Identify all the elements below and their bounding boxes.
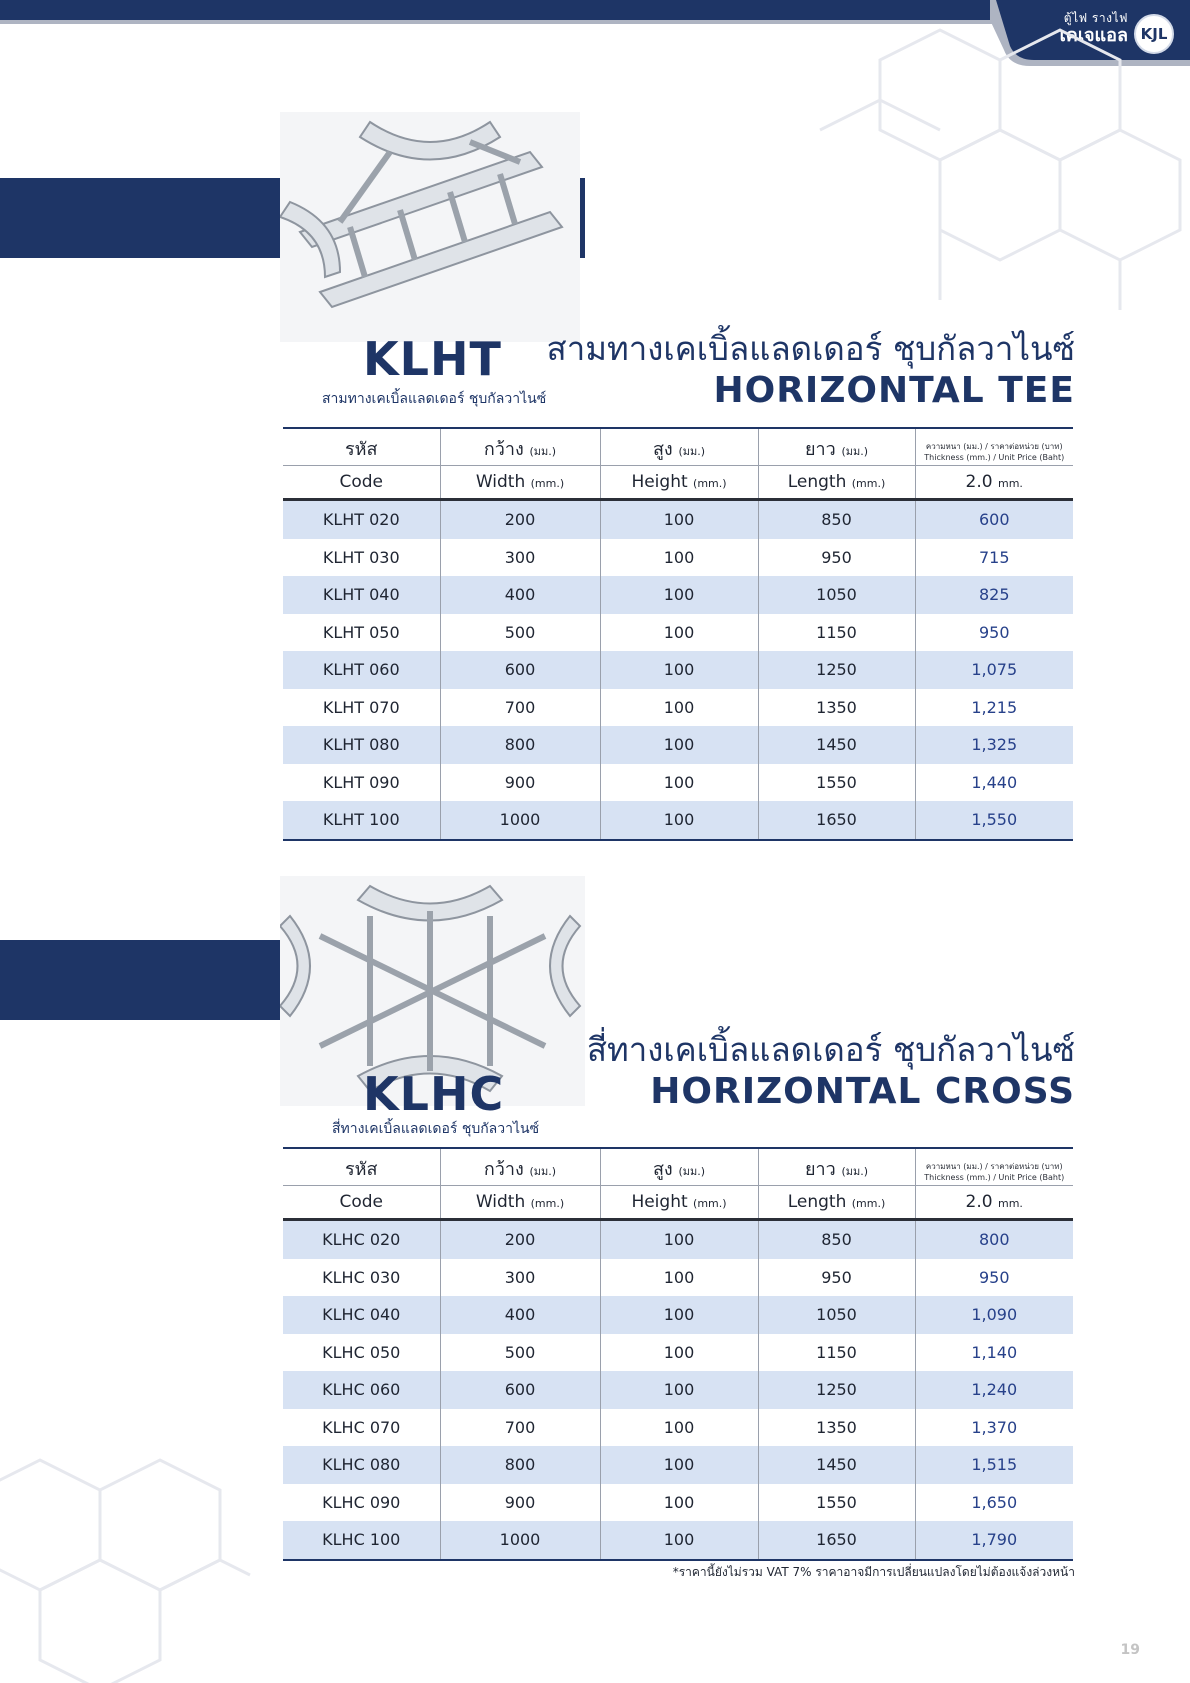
cell-length: 1650 (758, 801, 915, 840)
cell-height: 100 (600, 1371, 758, 1409)
cell-price: 1,790 (915, 1521, 1073, 1560)
cell-length: 1050 (758, 1296, 915, 1334)
cell-width: 400 (440, 576, 600, 614)
cell-width: 700 (440, 689, 600, 727)
cell-length: 850 (758, 1220, 915, 1259)
cell-width: 700 (440, 1409, 600, 1447)
cell-price: 825 (915, 576, 1073, 614)
header-height: Height (mm.) (600, 1186, 758, 1220)
table-header-row-english (283, 466, 1073, 500)
cell-price: 1,550 (915, 801, 1073, 840)
header-thickness: 2.0 mm. (915, 466, 1073, 500)
cell-code: KLHC 060 (283, 1371, 440, 1409)
cell-height: 100 (600, 1259, 758, 1297)
cell-price: 1,440 (971, 772, 1018, 792)
logo-tagline: ตู้ไฟ รางไฟ (1063, 11, 1128, 25)
table-row (283, 1446, 1073, 1484)
header-height-thai: สูง (มม.) (600, 428, 758, 466)
cell-price: 715 (978, 547, 1010, 567)
header-code-thai: รหัส (283, 428, 440, 466)
cell-length: 1150 (758, 614, 915, 652)
cell-height: 100 (600, 1334, 758, 1372)
header-length-thai: ยาว (มม.) (758, 1148, 915, 1186)
header-width: Width (mm.) (440, 1186, 600, 1220)
cell-price: 1,650 (971, 1492, 1018, 1512)
product-title-thai: สามทางเคเบิ้ลแลดเดอร์ ชุบกัลวาไนซ์ (546, 329, 1075, 368)
cell-length: 1650 (758, 1521, 915, 1560)
table-row (283, 1296, 1073, 1334)
table-header-row-english (283, 1186, 1073, 1220)
cell-price: 1,215 (971, 697, 1018, 717)
product-title-english: HORIZONTAL TEE (713, 370, 1075, 411)
header-length: Length (mm.) (758, 466, 915, 500)
price-table (283, 1147, 1073, 1561)
cell-width: 200 (440, 500, 600, 539)
cell-code: KLHT 090 (283, 764, 440, 802)
table-row (283, 539, 1073, 577)
cell-width: 800 (440, 1446, 600, 1484)
cell-code: KLHC 030 (283, 1259, 440, 1297)
cell-height: 100 (600, 689, 758, 727)
cell-height: 100 (600, 1446, 758, 1484)
header-price-thai: ความหนา (มม.) / ราคาต่อหน่วย (บาท) Thickness (mm.) / Unit Price (Baht) (915, 428, 1073, 466)
cell-code: KLHT 070 (283, 689, 440, 727)
table-body (283, 1220, 1073, 1560)
cell-width: 300 (440, 539, 600, 577)
cell-height: 100 (600, 1296, 758, 1334)
cell-width: 300 (440, 1259, 600, 1297)
cell-height: 100 (600, 1409, 758, 1447)
cell-length: 950 (758, 1259, 915, 1297)
cell-price: 1,075 (915, 651, 1073, 689)
cell-width: 800 (440, 726, 600, 764)
table-row (283, 1334, 1073, 1372)
table-row (283, 1259, 1073, 1297)
hexagon-pattern-decoration (800, 20, 1190, 320)
table-row (283, 689, 1073, 727)
cell-length: 1250 (758, 1371, 915, 1409)
product-subtitle: สามทางเคเบิ้ลแลดเดอร์ ชุบกัลวาไนซ์ (322, 391, 547, 407)
cell-height: 100 (600, 500, 758, 539)
cell-length: 1550 (758, 764, 915, 802)
kjl-logo-icon: KJL (1134, 14, 1174, 54)
cell-width: 400 (440, 1296, 600, 1334)
product-subtitle: สี่ทางเคเบิ้ลแลดเดอร์ ชุบกัลวาไนซ์ (332, 1121, 540, 1137)
cell-price: 1,140 (971, 1342, 1018, 1362)
table-row (283, 614, 1073, 652)
cell-length: 1250 (758, 651, 915, 689)
cell-code: KLHT 020 (283, 500, 440, 539)
table-header-row-thai (283, 1148, 1073, 1186)
table-row (283, 1409, 1073, 1447)
table-body (283, 500, 1073, 840)
cell-price: 1,090 (915, 1296, 1073, 1334)
cell-code: KLHC 040 (283, 1296, 440, 1334)
cell-height: 100 (600, 614, 758, 652)
header-width-thai: กว้าง (มม.) (440, 1148, 600, 1186)
header-height-thai: สูง (มม.) (600, 1148, 758, 1186)
cell-price: 1,370 (971, 1417, 1018, 1437)
cell-price: 1,325 (915, 726, 1073, 764)
cell-height: 100 (600, 539, 758, 577)
header-price-thai: ความหนา (มม.) / ราคาต่อหน่วย (บาท) Thickness (mm.) / Unit Price (Baht) (915, 1148, 1073, 1186)
cell-price: 950 (978, 622, 1010, 642)
logo-brand-name: เคเจแอล (1059, 25, 1128, 46)
cell-code: KLHC 090 (283, 1484, 440, 1522)
cell-price: 800 (915, 1220, 1073, 1259)
cell-length: 1450 (758, 1446, 915, 1484)
cell-price: 600 (915, 500, 1073, 539)
cell-height: 100 (600, 1220, 758, 1259)
table-row (283, 764, 1073, 802)
cell-height: 100 (600, 576, 758, 614)
cell-length: 1350 (758, 689, 915, 727)
product-code-heading: KLHT (363, 332, 502, 386)
page-number: 19 (1120, 1642, 1140, 1658)
product-title-thai: สี่ทางเคเบิ้ลแลดเดอร์ ชุบกัลวาไนซ์ (586, 1030, 1075, 1069)
cell-width: 1000 (440, 1521, 600, 1560)
cell-width: 900 (440, 1484, 600, 1522)
hexagon-pattern-decoration-bottom (0, 1430, 260, 1683)
cell-price: 1,240 (915, 1371, 1073, 1409)
header-length-thai: ยาว (มม.) (758, 428, 915, 466)
cell-code: KLHC 100 (283, 1521, 440, 1560)
vat-footnote: *ราคานี้ยังไม่รวม VAT 7% ราคาอาจมีการเปลี่ยนแปลงโดยไม่ต้องแจ้งล่วงหน้า (672, 1565, 1075, 1579)
cell-length: 1350 (758, 1409, 915, 1447)
header-length: Length (mm.) (758, 1186, 915, 1220)
horizontal-tee-product-image (280, 112, 580, 342)
price-table (283, 427, 1073, 841)
header-code: Code (283, 1186, 440, 1220)
cell-height: 100 (600, 651, 758, 689)
cell-length: 1150 (758, 1334, 915, 1372)
table-row (283, 1371, 1073, 1409)
table-header-row-thai (283, 428, 1073, 466)
cell-width: 900 (440, 764, 600, 802)
table-row (283, 726, 1073, 764)
cell-code: KLHT 080 (283, 726, 440, 764)
cell-height: 100 (600, 1484, 758, 1522)
cell-code: KLHC 070 (283, 1409, 440, 1447)
header-height: Height (mm.) (600, 466, 758, 500)
cell-width: 200 (440, 1220, 600, 1259)
cell-height: 100 (600, 726, 758, 764)
cell-length: 1050 (758, 576, 915, 614)
table-row (283, 576, 1073, 614)
cell-price: 1,515 (915, 1446, 1073, 1484)
cell-length: 1550 (758, 1484, 915, 1522)
cell-code: KLHT 040 (283, 576, 440, 614)
header-code: Code (283, 466, 440, 500)
table-row (283, 801, 1073, 840)
product-title-english: HORIZONTAL CROSS (650, 1071, 1075, 1112)
header-width-thai: กว้าง (มม.) (440, 428, 600, 466)
cell-code: KLHC 020 (283, 1220, 440, 1259)
product-code-heading: KLHC (363, 1067, 505, 1121)
table-row (283, 500, 1073, 539)
cell-length: 1450 (758, 726, 915, 764)
cell-price: 950 (978, 1267, 1010, 1287)
table-row (283, 1521, 1073, 1560)
cell-width: 600 (440, 651, 600, 689)
cell-width: 600 (440, 1371, 600, 1409)
cell-height: 100 (600, 801, 758, 840)
table-row (283, 651, 1073, 689)
cell-code: KLHT 030 (283, 539, 440, 577)
table-row (283, 1484, 1073, 1522)
table-row (283, 1220, 1073, 1259)
cell-height: 100 (600, 764, 758, 802)
header-thickness: 2.0 mm. (915, 1186, 1073, 1220)
cell-code: KLHT 060 (283, 651, 440, 689)
cell-length: 950 (758, 539, 915, 577)
cell-width: 500 (440, 1334, 600, 1372)
cell-height: 100 (600, 1521, 758, 1560)
header-code-thai: รหัส (283, 1148, 440, 1186)
cell-code: KLHT 100 (283, 801, 440, 840)
cell-width: 1000 (440, 801, 600, 840)
cell-code: KLHC 080 (283, 1446, 440, 1484)
cell-width: 500 (440, 614, 600, 652)
header-width: Width (mm.) (440, 466, 600, 500)
cell-length: 850 (758, 500, 915, 539)
cell-code: KLHC 050 (283, 1334, 440, 1372)
cell-code: KLHT 050 (283, 614, 440, 652)
